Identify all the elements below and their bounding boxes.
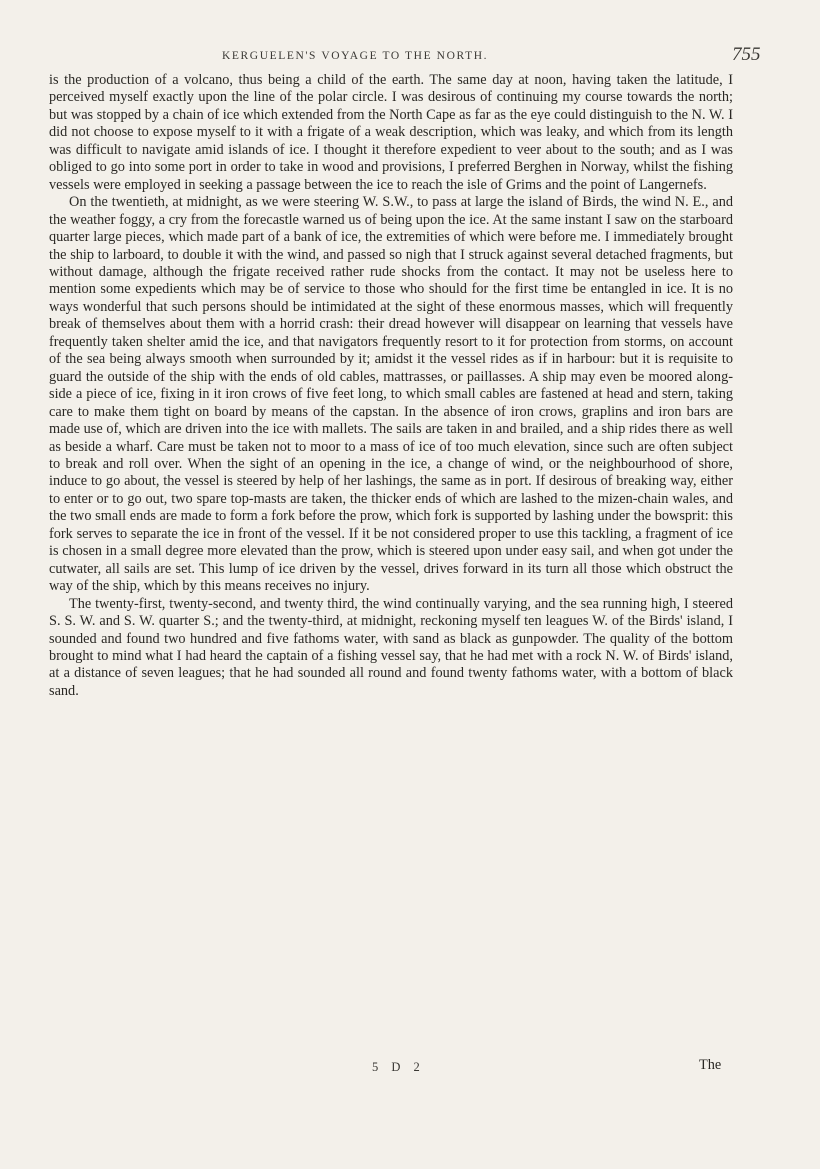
signature-mark: 5 D 2: [372, 1060, 425, 1074]
body-text: [49, 72, 733, 700]
paragraph-3: The twenty-first, twenty-second, and twenty third, the wind continually varying, and the sea running high, I steered S. S. W. and S. W. quarter S.; and the twenty-third, at midnight, reckoning myself ten leagues W. of the Birds' island, I sounded and found two hundred and five fathoms water, with sand as black as gunpowder. The quality of the bottom brought to mind what I had heard the captain of a fishing vessel say, that he had met with a rock N. W. of Birds' island, at a distance of seven leagues; that he had sounded all round and found twenty fathoms water, with a bottom of black sand.: [49, 595, 733, 699]
page-footer: [0, 1057, 820, 1080]
paragraph-1: is the production of a volcano, thus being a child of the earth. The same day at noon, having taken the latitude, I perceived myself exactly upon the line of the polar circle. I was desirous of continuing my course towards the north; but was stopped by a chain of ice which extended from the North Cape as far as the eye could distinguish to the N. W. I did not choose to expose myself to it with a frigate of a weak description, which was leaky, and which from its length was difficult to navigate amid islands of ice. I thought it therefore expedient to veer about to the south; and as I was obliged to go into some port in order to take in wood and provisions, I preferred Berghen in Norway, whilst the fishing vessels were employed in seeking a passage between the ice to reach the isle of Grims and the point of Langernefs.: [49, 72, 733, 193]
catchword: The: [699, 1057, 722, 1073]
running-head: KERGUELEN'S VOYAGE TO THE NORTH.: [222, 50, 489, 62]
page-number: 755: [732, 44, 761, 65]
paragraph-2: On the twentieth, at midnight, as we were steering W. S.W., to pass at large the island of Birds, the wind N. E., and the weather foggy, a cry from the forecastle warned us of being upon the ice. At the same instant I saw on the starboard quarter large pieces, which made part of a bank of ice, the extremities of which were before me. I immediately brought the ship to larboard, to double it with the wind, and passed so nigh that I struck against several detached fragments, but without damage, although the frigate received rather rude shocks from the contact. It may not be useless here to mention some expedients which may be of service to those who should for the first time be entangled in ice. It is no ways wonderful that such persons should be intimidated at the sight of these enormous masses, which will frequently break of themselves about them with a horrid crash: their dread however will disappear on learning that vessels have frequently taken shelter amid the ice, and that navigators frequently resort to it for protection from storms, on account of the sea being always smooth when surrounded by it; amidst it the vessel rides as if in harbour: but it is requisite to guard the outside of the ship with the ends of old cables, mattrasses, or paillasses. A ship may even be moored along-side a piece of ice, fixing in it iron crows of five feet long, to which small cables are fastened at head and stern, taking care to make them tight on board by means of the capstan. In the absence of iron crows, graplins and iron bars are made use of, which are driven into the ice with mallets. The sails are taken in and brailed, and a ship rides there as well as beside a wharf. Care must be taken not to moor to a mass of ice of too much elevation, since such are often subject to break and roll over. When the sight of an opening in the ice, a change of wind, or the neighbourhood of shore, induce to go about, the vessel is steered by help of her lashings, the same as in port. If desirous of breaking way, either to enter or to go out, two spare top-masts are taken, the thicker ends of which are lashed to the mizen-chain wales, and the two small ends are made to form a fork before the prow, which fork is supported by lashing under the bowsprit: this fork serves to separate the ice in front of the vessel. If it be not considered proper to use this tackling, a fragment of ice is chosen in a small degree more elevated than the prow, which is steered upon under easy sail, and when got under the cutwater, all sails are set. This lump of ice driven by the vessel, drives forward in its turn all those which obstruct the way of the ship, which by this means receives no injury.: [49, 194, 733, 595]
